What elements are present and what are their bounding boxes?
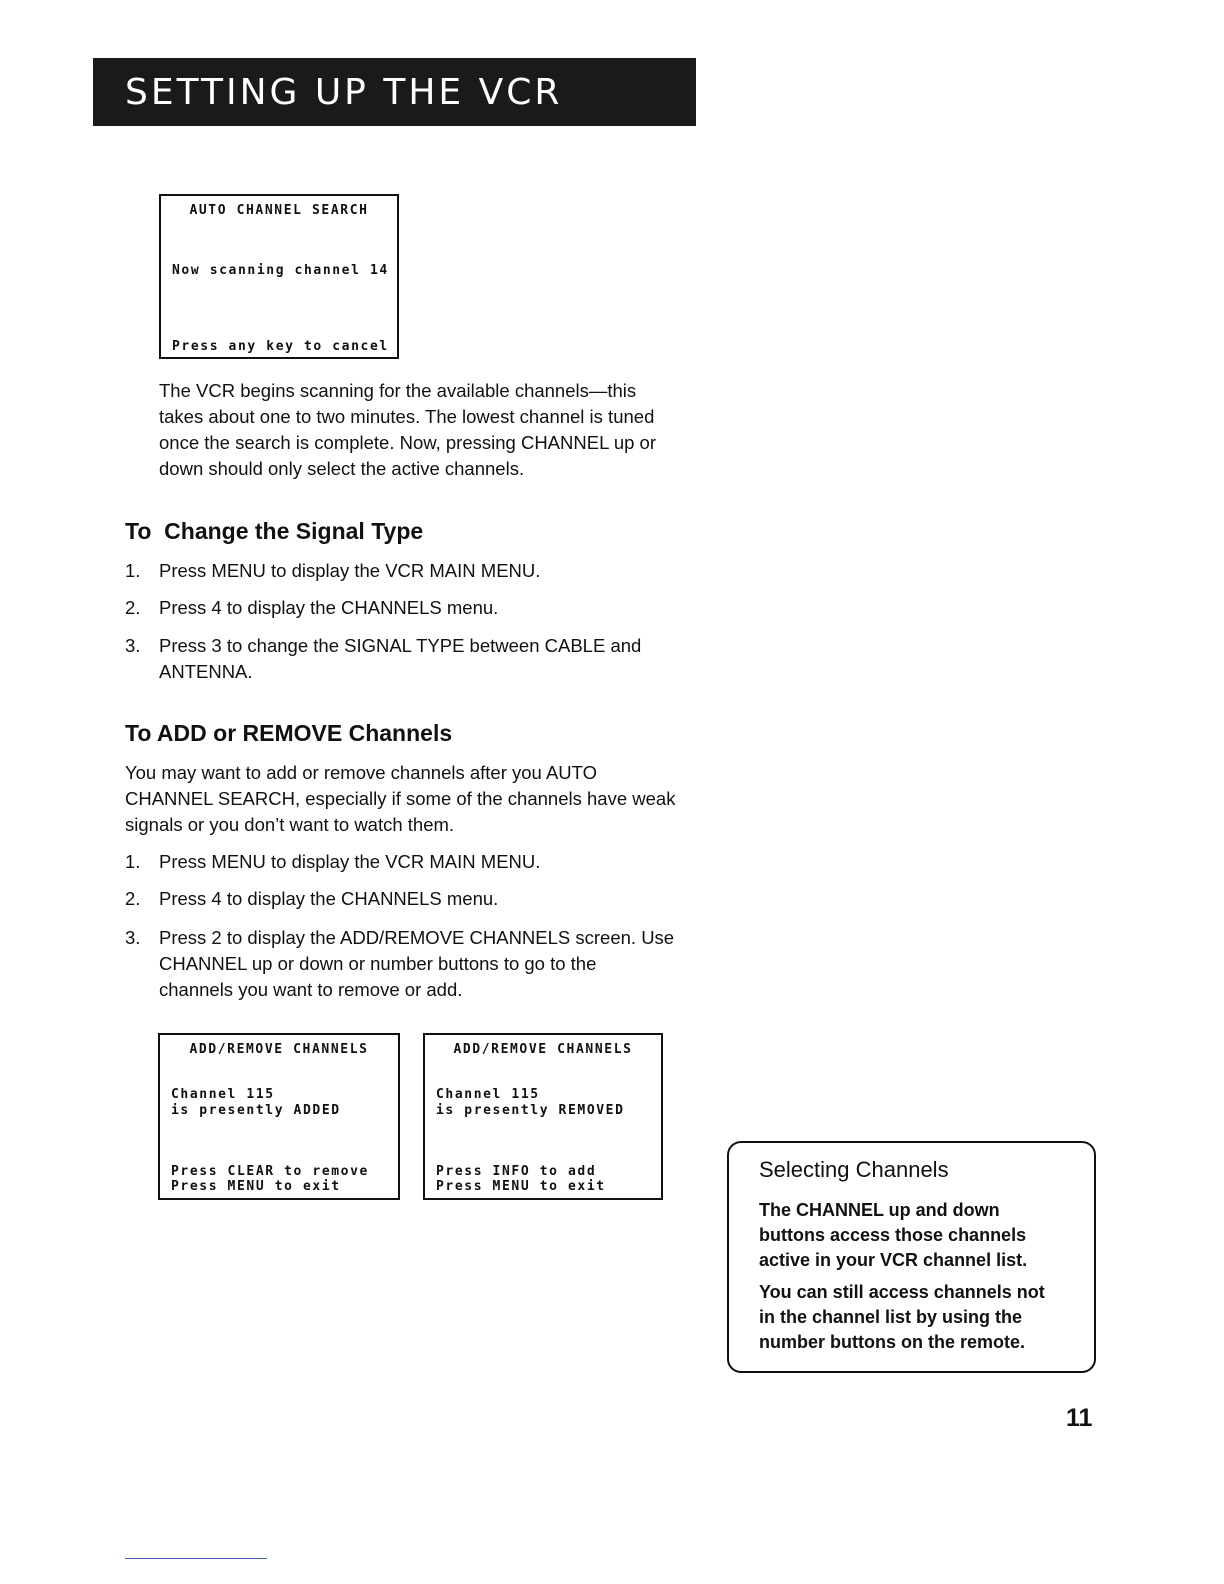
step-text: CHANNEL up or down or number buttons to go to the [159,953,597,974]
intro-line: The VCR begins scanning for the available channels—this [159,380,637,401]
add-remove-intro-line: You may want to add or remove channels after you AUTO [125,762,598,783]
auto-channel-search-screen [159,194,399,359]
step-number: 1. [125,851,141,872]
screen-channel-line: Channel 115 [171,1087,275,1102]
channel-added-screen [158,1033,400,1200]
intro-line: takes about one to two minutes. The lowest channel is tuned [159,406,655,427]
section-header-bar [93,58,696,126]
add-remove-step-3 [125,925,725,1003]
add-remove-step-1 [125,849,725,875]
sidebar-line: number buttons on the remote. [759,1332,1026,1352]
step-number: 3. [125,635,141,656]
screen-cancel-hint: Press any key to cancel [172,339,389,354]
signal-step-3 [125,633,725,685]
add-remove-intro-line: CHANNEL SEARCH, especially if some of the channels have weak [125,788,676,809]
intro-line: down should only select the active channels. [159,458,525,479]
selecting-channels-sidebar [727,1141,1096,1373]
screen-title: ADD/REMOVE CHANNELS [189,1042,369,1057]
add-remove-heading: To ADD or REMOVE Channels [125,720,453,746]
add-remove-intro [125,760,675,838]
intro-paragraph [159,378,656,482]
screen-status-line: is presently ADDED [171,1103,341,1118]
add-remove-step-2 [125,886,725,912]
step-number: 2. [125,597,141,618]
screen-title: ADD/REMOVE CHANNELS [453,1042,633,1057]
step-text: Press 2 to display the ADD/REMOVE CHANNELS screen. Use [159,927,675,948]
step-number: 1. [125,560,141,581]
signal-step-1 [125,558,725,584]
step-text: Press 3 to change the SIGNAL TYPE between CABLE and [159,635,642,656]
sidebar-paragraph [759,1198,1069,1273]
screen-title: AUTO CHANNEL SEARCH [189,203,369,218]
sidebar-paragraph [759,1280,1069,1355]
screen-channel-line: Channel 115 [436,1087,540,1102]
step-text: ANTENNA. [159,661,253,682]
step-text: channels you want to remove or add. [159,979,463,1000]
sidebar-title: Selecting Channels [759,1157,949,1182]
bottom-rule [125,1558,267,1559]
screen-hint-line: Press MENU to exit [171,1179,341,1194]
step-text: Press 4 to display the CHANNELS menu. [159,888,499,909]
screen-status-line: is presently REMOVED [436,1103,625,1118]
sidebar-line: You can still access channels not [759,1282,1045,1302]
sidebar-line: in the channel list by using the [759,1307,1023,1327]
screen-hint-line: Press CLEAR to remove [171,1164,369,1179]
screen-hint-line: Press INFO to add [436,1164,597,1179]
sidebar-line: active in your VCR channel list. [759,1250,1028,1270]
signal-type-heading: To Change the Signal Type [125,518,424,544]
screen-status-line: Now scanning channel 14 [172,263,389,278]
intro-line: once the search is complete. Now, pressing CHANNEL up or [159,432,656,453]
step-number: 3. [125,927,141,948]
screen-hint-line: Press MENU to exit [436,1179,606,1194]
step-text: Press 4 to display the CHANNELS menu. [159,597,499,618]
add-remove-intro-line: signals or you don’t want to watch them. [125,814,455,835]
step-text: Press MENU to display the VCR MAIN MENU. [159,560,541,581]
step-number: 2. [125,888,141,909]
signal-step-2 [125,595,725,621]
step-text: Press MENU to display the VCR MAIN MENU. [159,851,541,872]
sidebar-line: The CHANNEL up and down [759,1200,1000,1220]
sidebar-line: buttons access those channels [759,1225,1027,1245]
page-number: 11 [1066,1404,1093,1432]
section-title: SETTING UP THE VCR [125,71,563,113]
channel-removed-screen [423,1033,663,1200]
